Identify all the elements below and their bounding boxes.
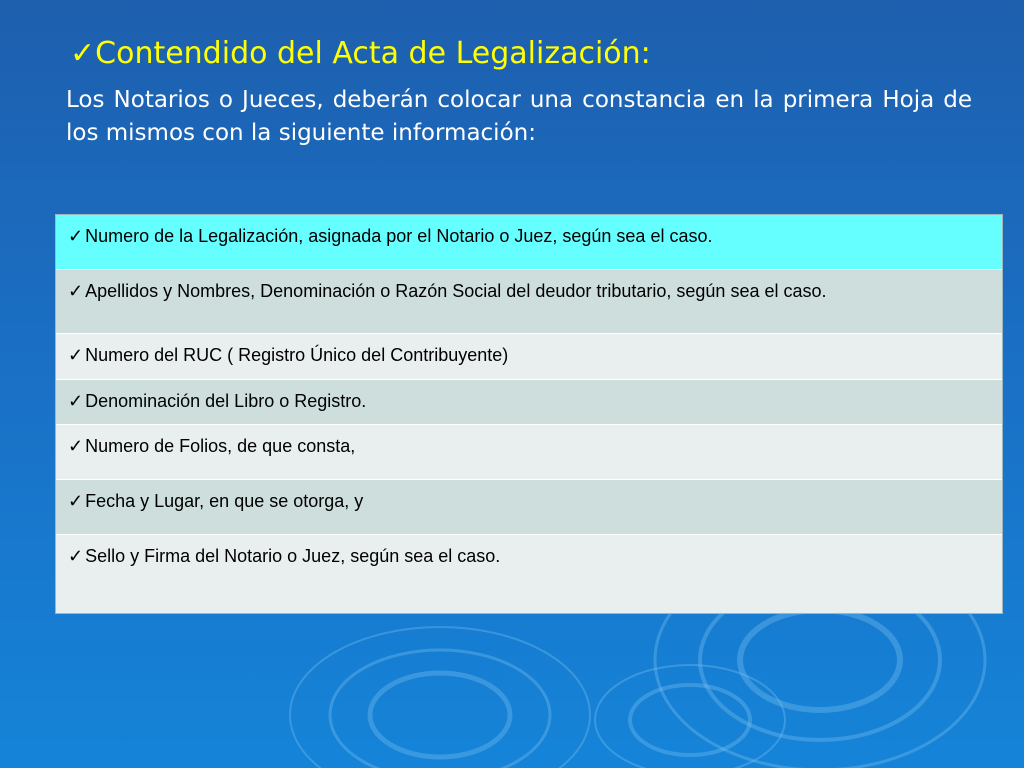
- checkmark-icon: ✓: [68, 436, 84, 456]
- intro-text: Los Notarios o Jueces, deberán colocar una constancia en la primera Hoja de los mismos con la siguiente información:: [66, 87, 972, 146]
- table-row: [56, 334, 1002, 380]
- row-text: Apellidos y Nombres, Denominación o Razón Social del deudor tributario, según sea el caso.: [85, 281, 827, 301]
- row-text: Numero del RUC ( Registro Único del Contribuyente): [85, 345, 509, 365]
- table-row: [56, 480, 1002, 535]
- table-row: [56, 215, 1002, 270]
- slide-title: ✓Contendido del Acta de Legalización:: [70, 36, 651, 71]
- checkmark-icon: ✓: [68, 345, 84, 365]
- table-row: [56, 380, 1002, 425]
- table-row: [56, 425, 1002, 480]
- row-text: Numero de la Legalización, asignada por el Notario o Juez, según sea el caso.: [85, 226, 713, 246]
- table-row: [56, 270, 1002, 334]
- row-text: Sello y Firma del Notario o Juez, según sea el caso.: [85, 546, 501, 566]
- checkmark-icon: ✓: [68, 546, 84, 566]
- row-text: Denominación del Libro o Registro.: [85, 391, 367, 411]
- checkmark-icon: ✓: [68, 391, 84, 411]
- table-row: [56, 535, 1002, 613]
- row-text: Fecha y Lugar, en que se otorga, y: [85, 491, 364, 511]
- content-table: [55, 214, 1003, 614]
- checkmark-icon: ✓: [68, 491, 84, 511]
- checkmark-icon: ✓: [68, 281, 84, 301]
- row-text: Numero de Folios, de que consta,: [85, 436, 356, 456]
- checkmark-icon: ✓: [68, 226, 84, 246]
